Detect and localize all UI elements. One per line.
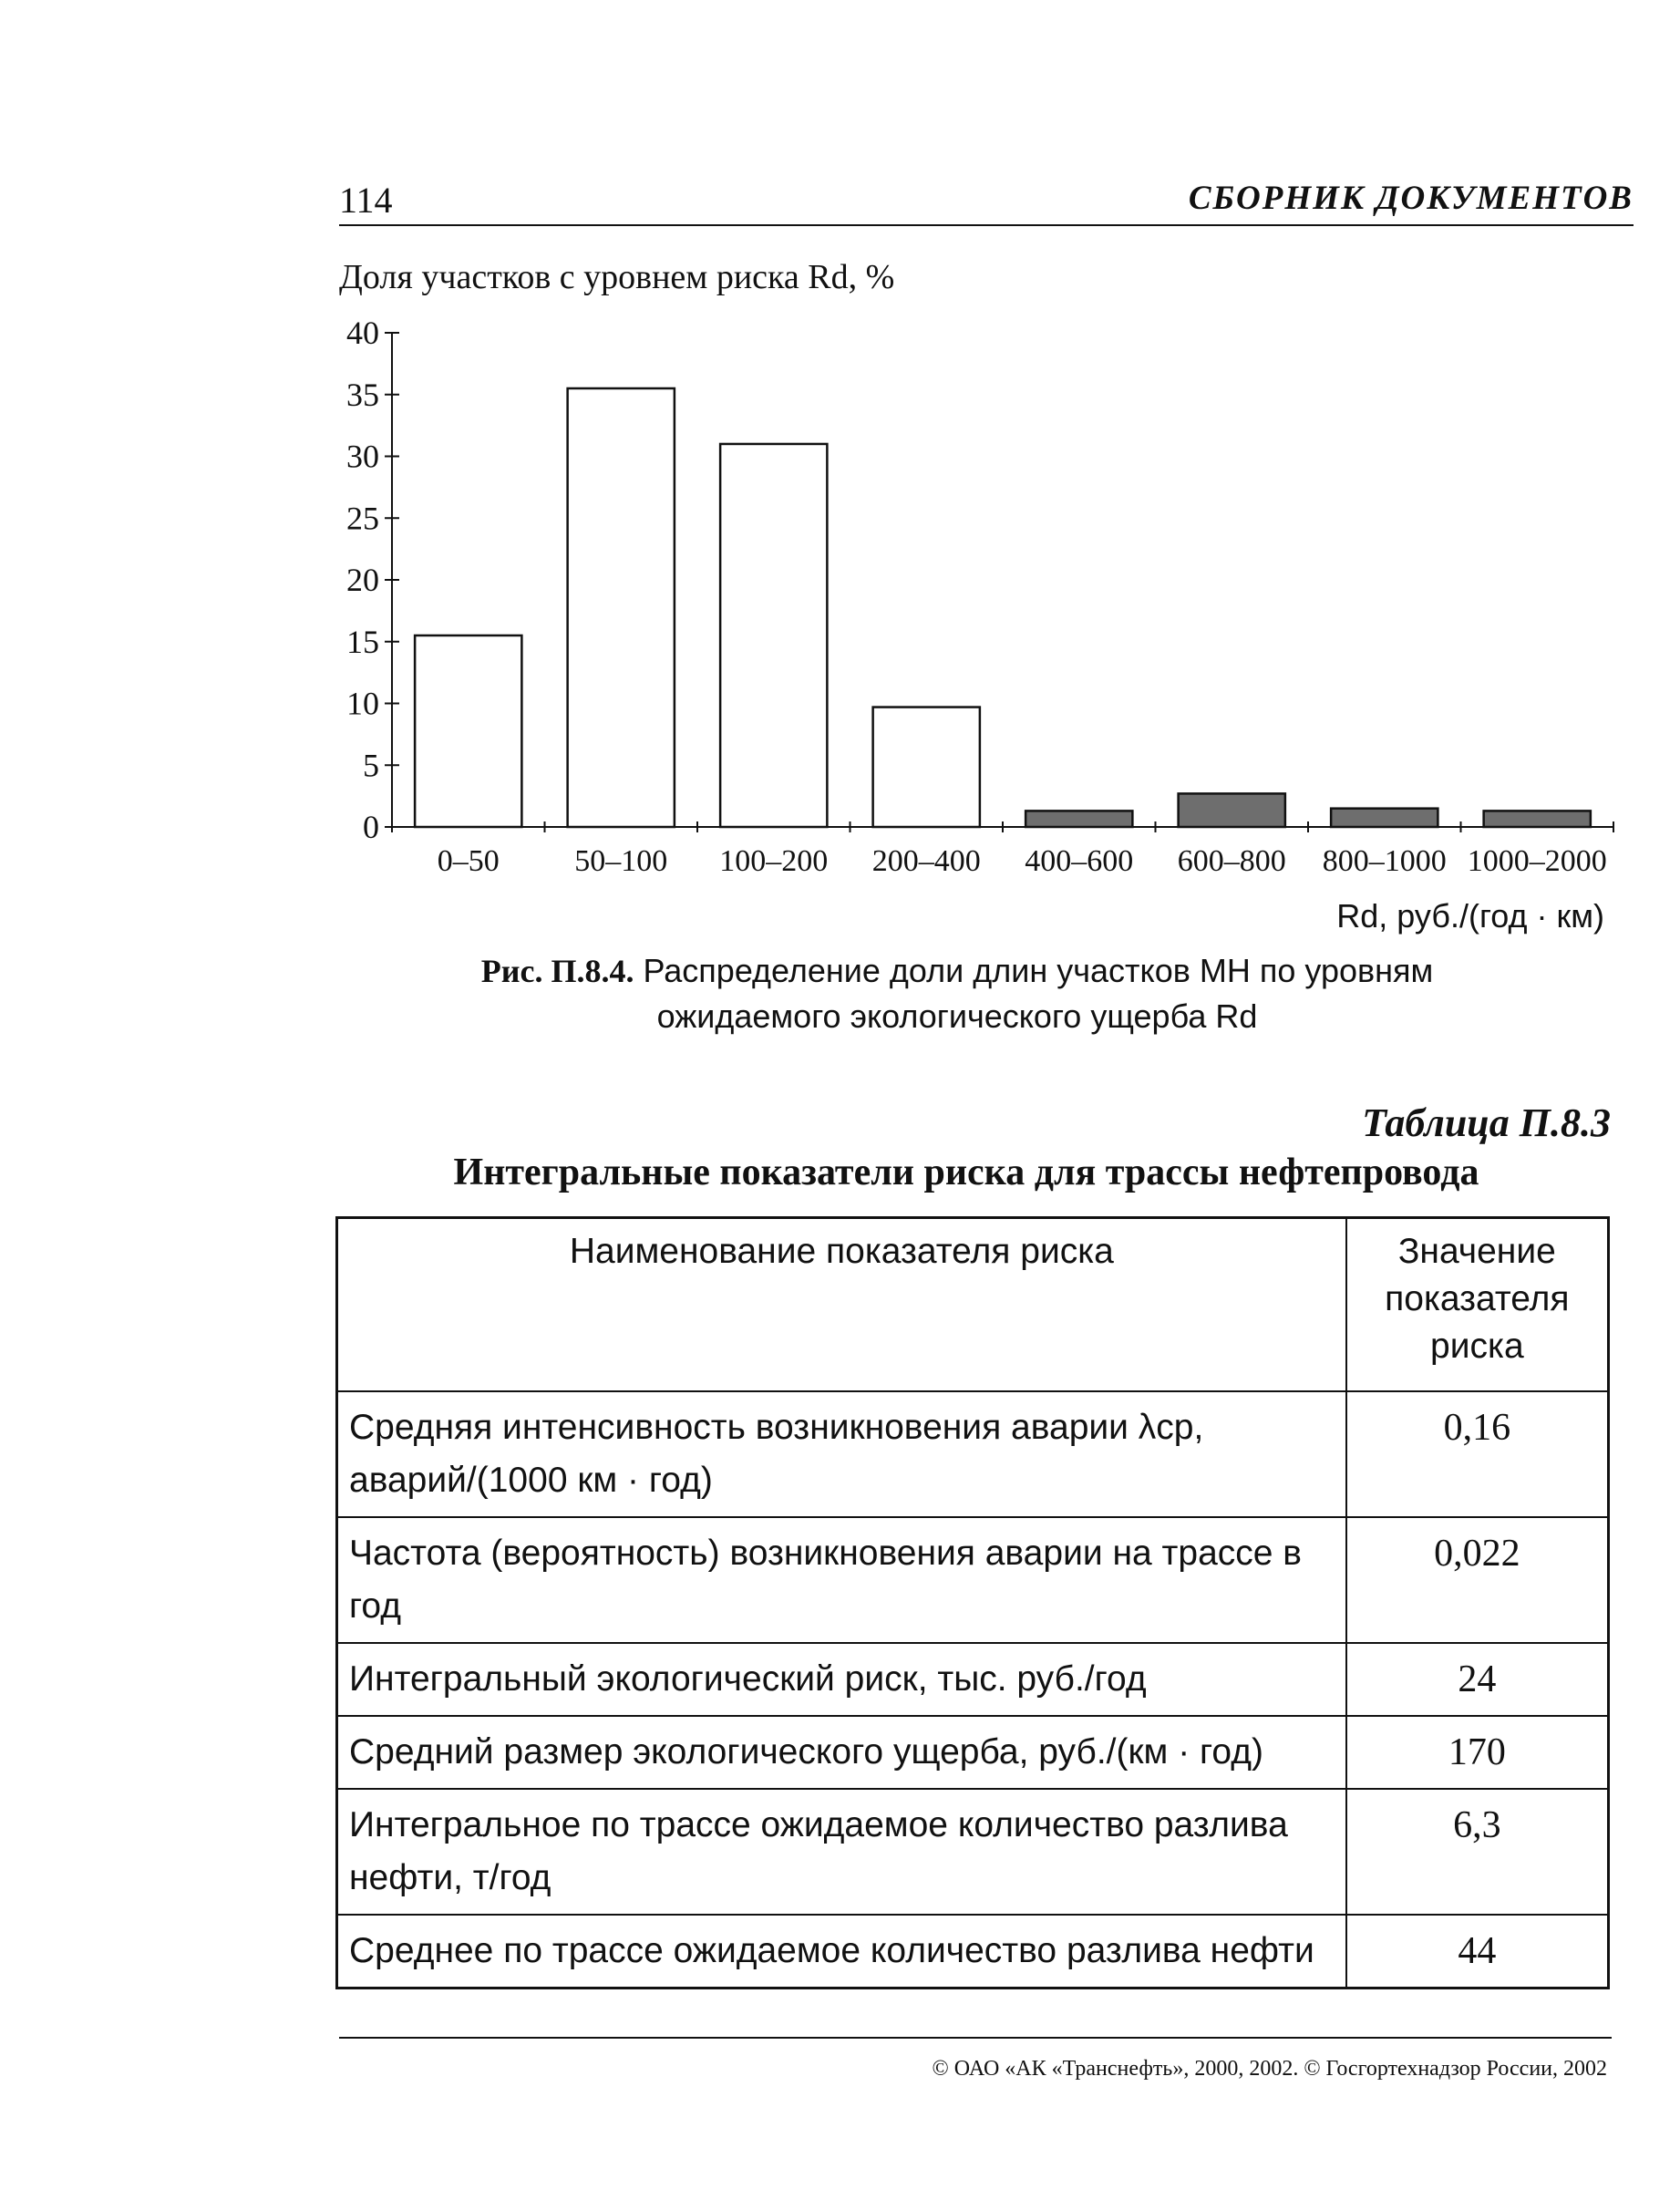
bar-100–200 xyxy=(720,444,827,827)
table-row xyxy=(337,1789,1609,1915)
bar-chart xyxy=(328,310,1623,939)
y-tick-label: 10 xyxy=(346,685,379,722)
x-tick-label: 200–400 xyxy=(871,844,981,878)
x-tick-label: 100–200 xyxy=(719,844,829,878)
risk-indicators-table xyxy=(335,1216,1610,1989)
table-row xyxy=(337,1716,1609,1789)
y-tick-label: 25 xyxy=(346,500,379,537)
y-tick-label: 40 xyxy=(346,315,379,351)
table-row xyxy=(337,1391,1609,1517)
row-name: Средняя интенсивность возникновения аварии λср, аварий/(1000 км · год) xyxy=(337,1391,1346,1517)
row-value: 6,3 xyxy=(1346,1789,1609,1915)
bar-200–400 xyxy=(873,708,980,827)
running-title: СБОРНИК ДОКУМЕНТОВ xyxy=(1188,180,1634,217)
y-tick-label: 30 xyxy=(346,438,379,475)
x-tick-label: 1000–2000 xyxy=(1467,844,1607,878)
row-value: 0,022 xyxy=(1346,1517,1609,1643)
footer-rule xyxy=(339,2037,1612,2039)
x-tick-label: 400–600 xyxy=(1025,844,1134,878)
row-value: 0,16 xyxy=(1346,1391,1609,1517)
figure-label: Рис. П.8.4. xyxy=(480,953,634,989)
table-title: Интегральные показатели риска для трассы нефтепровода xyxy=(453,1152,1479,1193)
x-tick-label: 50–100 xyxy=(574,844,668,878)
footer-copyright: © ОАО «АК «Транснефть», 2000, 2002. © Госгортехнадзор России, 2002 xyxy=(932,2057,1607,2081)
table-header-row xyxy=(337,1218,1609,1392)
figure-caption-line1: Распределение доли длин участков МН по уровням xyxy=(643,952,1434,989)
figure-caption xyxy=(365,948,1550,1039)
row-value: 44 xyxy=(1346,1915,1609,1989)
row-name: Среднее по трассе ожидаемое количество разлива нефти xyxy=(337,1915,1346,1989)
x-axis-label: Rd, руб./(год · км) xyxy=(1336,897,1604,935)
x-tick-label: 800–1000 xyxy=(1322,844,1447,878)
y-tick-label: 5 xyxy=(363,747,379,784)
column-header-name: Наименование показателя риска xyxy=(337,1218,1346,1392)
x-tick-label: 0–50 xyxy=(437,844,500,878)
column-header-value: Значение показателя риска xyxy=(1346,1218,1609,1392)
table-number: Таблица П.8.3 xyxy=(1362,1100,1611,1145)
page-header xyxy=(339,179,1634,243)
table-row xyxy=(337,1915,1609,1989)
y-tick-label: 35 xyxy=(346,376,379,413)
row-name: Интегральное по трассе ожидаемое количество разлива нефти, т/год xyxy=(337,1789,1346,1915)
bar-50–100 xyxy=(568,388,675,827)
chart-y-axis-label: Доля участков с уровнем риска Rd, % xyxy=(339,258,895,296)
page-number: 114 xyxy=(339,180,393,221)
row-value: 170 xyxy=(1346,1716,1609,1789)
row-name: Частота (вероятность) возникновения аварии на трассе в год xyxy=(337,1517,1346,1643)
y-tick-label: 15 xyxy=(346,623,379,660)
y-tick-label: 20 xyxy=(346,562,379,598)
figure-caption-line2: ожидаемого экологического ущерба Rd xyxy=(656,997,1258,1035)
bar-1000–2000 xyxy=(1484,811,1591,827)
x-tick-label: 600–800 xyxy=(1177,844,1286,878)
row-name: Интегральный экологический риск, тыс. руб./год xyxy=(337,1643,1346,1716)
bar-800–1000 xyxy=(1331,809,1438,827)
row-name: Средний размер экологического ущерба, руб./(км · год) xyxy=(337,1716,1346,1789)
table-row xyxy=(337,1643,1609,1716)
table-row xyxy=(337,1517,1609,1643)
bar-0–50 xyxy=(415,635,521,827)
bar-400–600 xyxy=(1026,811,1132,827)
bar-600–800 xyxy=(1179,793,1285,827)
y-tick-label: 0 xyxy=(363,809,379,845)
row-value: 24 xyxy=(1346,1643,1609,1716)
header-rule xyxy=(339,224,1634,226)
